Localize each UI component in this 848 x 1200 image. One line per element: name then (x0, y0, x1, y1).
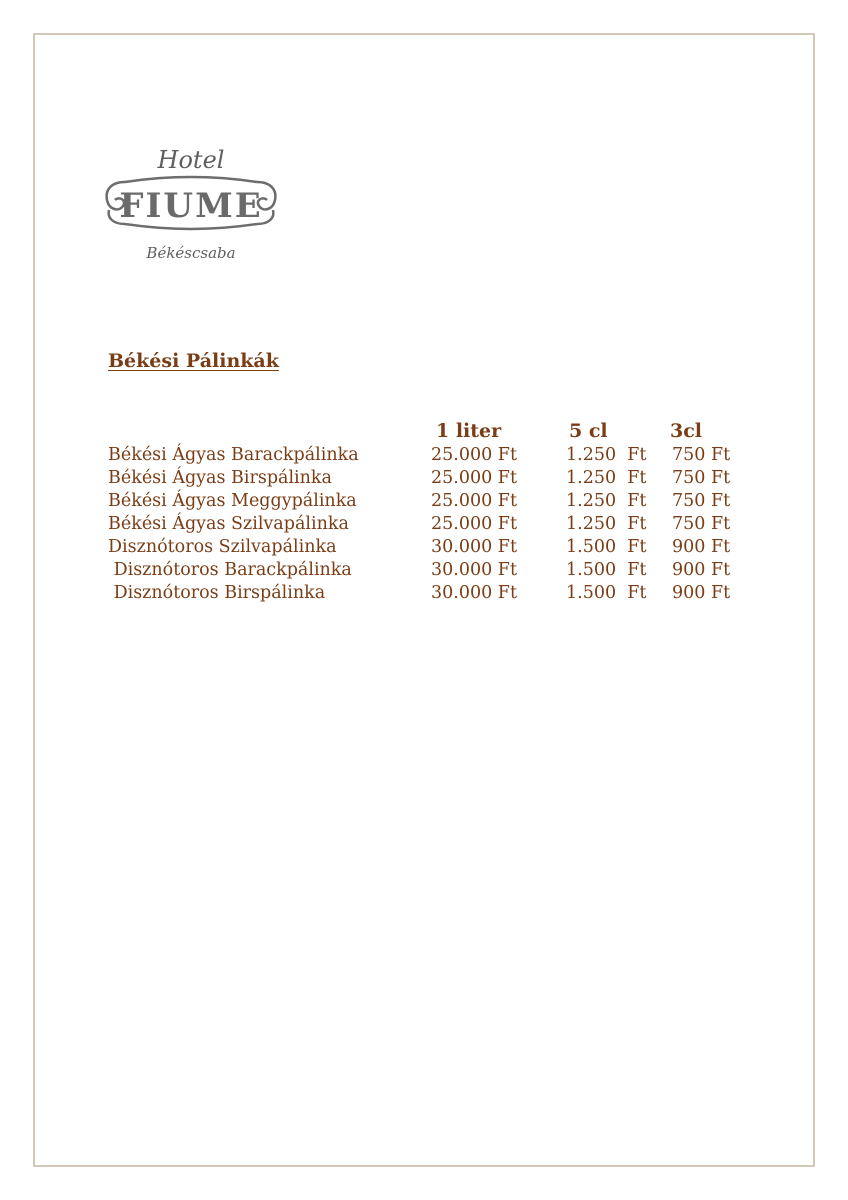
price-5-cl: 1.250 Ft (566, 445, 647, 465)
column-header-3cl: 3cl (670, 420, 703, 442)
column-header-liter: 1 liter (436, 420, 502, 442)
price-1-liter: 30.000 Ft (431, 560, 517, 580)
price-3-cl: 750 Ft (672, 491, 731, 511)
price-1-liter: 25.000 Ft (431, 491, 517, 511)
price-5-cl: 1.250 Ft (566, 468, 647, 488)
price-3-cl: 750 Ft (672, 514, 731, 534)
item-name: Disznótoros Szilvapálinka (108, 537, 337, 557)
price-row (0, 468, 848, 491)
hotel-fiume-logo (103, 138, 279, 266)
price-1-liter: 25.000 Ft (431, 445, 517, 465)
price-3-cl: 900 Ft (672, 583, 731, 603)
price-row (0, 537, 848, 560)
column-header-5cl: 5 cl (569, 420, 608, 442)
logo-city-text: Békéscsaba (146, 244, 236, 262)
item-name: Békési Ágyas Barackpálinka (108, 445, 359, 465)
logo-fiume-text: FIUME (119, 186, 263, 226)
item-name: Békési Ágyas Birspálinka (108, 468, 332, 488)
price-row (0, 514, 848, 537)
price-1-liter: 25.000 Ft (431, 468, 517, 488)
item-name: Békési Ágyas Meggypálinka (108, 491, 357, 511)
price-3-cl: 900 Ft (672, 537, 731, 557)
price-5-cl: 1.500 Ft (566, 583, 647, 603)
price-1-liter: 30.000 Ft (431, 537, 517, 557)
section-title: Békési Pálinkák (108, 350, 279, 372)
logo-hotel-text: Hotel (157, 146, 225, 174)
price-3-cl: 750 Ft (672, 468, 731, 488)
price-1-liter: 25.000 Ft (431, 514, 517, 534)
price-1-liter: 30.000 Ft (431, 583, 517, 603)
item-name: Disznótoros Birspálinka (108, 583, 326, 603)
price-5-cl: 1.250 Ft (566, 491, 647, 511)
price-5-cl: 1.500 Ft (566, 537, 647, 557)
item-name: Békési Ágyas Szilvapálinka (108, 514, 349, 534)
price-row (0, 583, 848, 606)
price-row (0, 560, 848, 583)
item-name: Disznótoros Barackpálinka (108, 560, 352, 580)
price-row (0, 491, 848, 514)
price-5-cl: 1.500 Ft (566, 560, 647, 580)
price-row (0, 445, 848, 468)
price-3-cl: 750 Ft (672, 445, 731, 465)
price-3-cl: 900 Ft (672, 560, 731, 580)
price-5-cl: 1.250 Ft (566, 514, 647, 534)
